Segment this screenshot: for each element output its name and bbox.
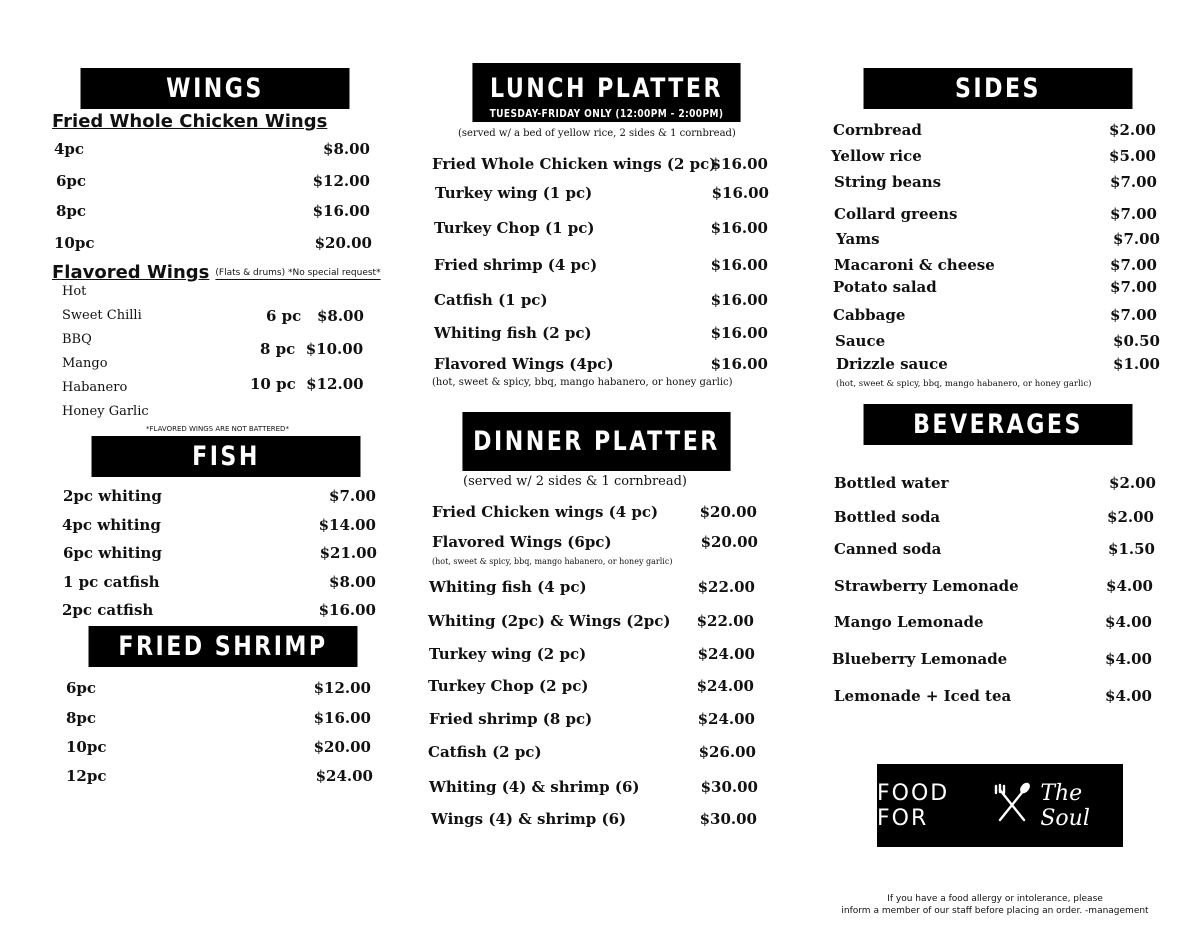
menu-item: 8pc $16.00	[56, 202, 370, 220]
menu-item: Turkey wing (2 pc) $24.00	[429, 645, 755, 663]
menu-item: Whiting (4) & shrimp (6) $30.00	[429, 778, 758, 796]
menu-item: 10pc $20.00	[66, 738, 371, 756]
menu-item: 6pc whiting $21.00	[63, 544, 377, 562]
menu-item: Flavored Wings (6pc) $20.00	[432, 533, 758, 551]
lunch-served-note: (served w/ a bed of yellow rice, 2 sides & 1 cornbread)	[458, 128, 736, 139]
menu-item: Catfish (1 pc) $16.00	[434, 291, 768, 309]
menu-item: 2pc whiting $7.00	[63, 487, 376, 505]
wings-header	[81, 68, 350, 109]
battered-note: *FLAVORED WINGS ARE NOT BATTERED*	[146, 425, 289, 433]
allergy-notice-line2: inform a member of our staff before placing an order. -management	[841, 906, 1149, 916]
menu-item: Cornbread $2.00	[833, 121, 1156, 139]
menu-item: 2pc catfish $16.00	[62, 601, 376, 619]
flavored-wings-title: Flavored Wings (Flats & drums) *No special request*	[52, 262, 381, 283]
flavor-item: Mango	[62, 356, 108, 371]
menu-item: Turkey Chop (1 pc) $16.00	[434, 219, 768, 237]
menu-item: Fried Chicken wings (4 pc) $20.00	[432, 503, 757, 521]
shrimp-header	[89, 626, 358, 667]
menu-item: Blueberry Lemonade $4.00	[832, 650, 1152, 668]
menu-item: 1 pc catfish $8.00	[63, 573, 376, 591]
menu-item: Potato salad $7.00	[833, 278, 1157, 296]
menu-item: Sauce $0.50	[835, 332, 1160, 350]
menu-item: Fried shrimp (8 pc) $24.00	[429, 710, 755, 728]
beverages-header	[864, 404, 1133, 445]
sides-header	[864, 68, 1133, 109]
menu-item: Flavored Wings (4pc) $16.00	[434, 355, 768, 373]
dinner-flavors-note: (hot, sweet & spicy, bbq, mango habanero, or honey garlic)	[432, 557, 673, 566]
menu-item: Catfish (2 pc) $26.00	[428, 743, 756, 761]
wings-title: WINGS	[166, 73, 264, 104]
flavor-item: Honey Garlic	[62, 404, 149, 419]
menu-item: 8pc $16.00	[66, 709, 371, 727]
menu-item: Whiting fish (2 pc) $16.00	[434, 324, 768, 342]
menu-item: Bottled water $2.00	[834, 474, 1156, 492]
menu-item: Drizzle sauce $1.00	[836, 355, 1160, 373]
menu-item: Collard greens $7.00	[834, 205, 1157, 223]
menu-item: Canned soda $1.50	[834, 540, 1155, 558]
menu-item: Strawberry Lemonade $4.00	[834, 577, 1153, 595]
menu-item: 6pc $12.00	[56, 172, 370, 190]
flavor-item: BBQ	[62, 332, 92, 347]
flavored-wings-note: (Flats & drums) *No special request*	[215, 268, 381, 278]
lunch-flavors-note: (hot, sweet & spicy, bbq, mango habanero, or honey garlic)	[432, 377, 733, 388]
sides-title: SIDES	[955, 73, 1041, 104]
menu-item: Bottled soda $2.00	[834, 508, 1154, 526]
whole-wings-title: Fried Whole Chicken Wings	[52, 111, 328, 132]
menu-item: String beans $7.00	[834, 173, 1157, 191]
menu-item: 4pc whiting $14.00	[62, 516, 376, 534]
lunch-header	[472, 63, 740, 122]
menu-item: Macaroni & cheese $7.00	[834, 256, 1157, 274]
menu-item: Wings (4) & shrimp (6) $30.00	[431, 810, 757, 828]
menu-item: Yellow rice $5.00	[831, 147, 1156, 165]
menu-item: 6pc $12.00	[66, 679, 371, 697]
menu-item: 4pc $8.00	[54, 140, 370, 158]
fish-header	[92, 436, 361, 477]
logo-text-left: FOOD FOR	[877, 780, 950, 831]
menu-item: Whiting (2pc) & Wings (2pc) $22.00	[428, 612, 754, 630]
flavored-price: 10 pc $12.00	[250, 375, 364, 393]
dinner-served-note: (served w/ 2 sides & 1 cornbread)	[463, 474, 688, 489]
fish-title: FISH	[192, 441, 260, 472]
menu-item: Fried Whole Chicken wings (2 pc) $16.00	[432, 155, 768, 173]
menu-item: Whiting fish (4 pc) $22.00	[429, 578, 755, 596]
sides-flavors-note: (hot, sweet & spicy, bbq, mango habanero, or honey garlic)	[836, 379, 1092, 389]
flavored-price: 6 pc $8.00	[266, 307, 364, 325]
menu-item: 10pc $20.00	[54, 234, 372, 252]
menu-item: Yams $7.00	[836, 230, 1160, 248]
menu-item: Fried shrimp (4 pc) $16.00	[434, 256, 768, 274]
lunch-subtitle: TUESDAY-FRIDAY ONLY (12:00PM - 2:00PM)	[489, 107, 724, 120]
flavor-item: Hot	[62, 284, 87, 299]
menu-item: Turkey wing (1 pc) $16.00	[435, 184, 769, 202]
shrimp-title: FRIED SHRIMP	[118, 631, 328, 662]
menu-item: Mango Lemonade $4.00	[834, 613, 1152, 631]
beverages-title: BEVERAGES	[913, 409, 1083, 440]
allergy-notice	[840, 893, 1150, 917]
dinner-header	[462, 412, 730, 471]
flavored-price: 8 pc $10.00	[260, 340, 364, 358]
flavor-item: Habanero	[62, 380, 128, 395]
restaurant-logo	[877, 764, 1123, 847]
menu-item: Turkey Chop (2 pc) $24.00	[428, 677, 754, 695]
flavor-item: Sweet Chilli	[62, 308, 142, 323]
allergy-notice-line1: If you have a food allergy or intolerance, please	[887, 894, 1103, 904]
menu-item: 12pc $24.00	[66, 767, 373, 785]
lunch-title: LUNCH PLATTER	[490, 73, 723, 104]
menu-item: Cabbage $7.00	[833, 306, 1157, 324]
logo-text-right: The Soul	[1040, 780, 1090, 831]
dinner-title: DINNER PLATTER	[473, 426, 720, 457]
menu-item: Lemonade + Iced tea $4.00	[834, 687, 1152, 705]
fork-spoon-cross-icon	[988, 782, 1036, 830]
